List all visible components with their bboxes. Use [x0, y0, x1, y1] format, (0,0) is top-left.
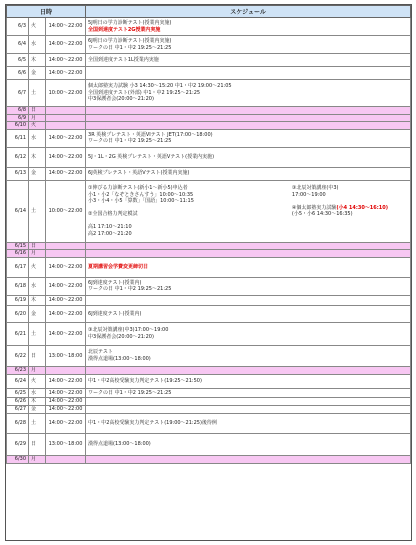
row-weekday: 火	[29, 257, 46, 277]
row-weekday: 火	[29, 122, 46, 130]
row-weekday: 日	[29, 107, 46, 115]
row-time	[46, 114, 86, 122]
row-date: 6/17	[7, 257, 29, 277]
row-date: 6/30	[7, 455, 29, 463]
row-weekday: 月	[29, 114, 46, 122]
row-time: 10:00～22:00	[46, 180, 86, 242]
schedule-row	[7, 322, 411, 345]
schedule-line: 全国到達度テスト1L授業内実施	[88, 56, 159, 63]
schedule-line: ④個太郎塾実力試験(小4 14:30～16:10)	[291, 204, 388, 211]
row-weekday: 土	[29, 180, 46, 242]
row-schedule	[86, 295, 411, 305]
row-weekday: 金	[29, 67, 46, 80]
row-weekday: 木	[29, 147, 46, 167]
row-weekday: 土	[29, 80, 46, 107]
schedule-line: 漢得点道場(13:00～18:00)	[88, 355, 151, 362]
row-date: 6/10	[7, 122, 29, 130]
schedule-row	[7, 388, 411, 397]
schedule-row	[7, 405, 411, 413]
row-weekday: 月	[29, 250, 46, 258]
row-date: 6/3	[7, 18, 29, 36]
row-weekday: 月	[29, 455, 46, 463]
row-weekday: 木	[29, 54, 46, 67]
row-schedule	[86, 388, 411, 397]
row-time	[46, 122, 86, 130]
row-time	[46, 250, 86, 258]
schedule-line: 小1・小2「なぞときさんすう」10:00～10:35	[88, 191, 194, 198]
schedule-line: 個太郎塾実力試験 小3 14:30～15:20 中1・中2 19:00～21:05	[88, 83, 232, 90]
row-weekday: 日	[29, 433, 46, 455]
row-time: 14:00～22:00	[46, 305, 86, 322]
row-weekday: 火	[29, 374, 46, 388]
schedule-line	[292, 198, 388, 205]
row-weekday: 木	[29, 397, 46, 405]
schedule-line: ③北辰対策講座(中3)	[291, 184, 339, 191]
row-schedule	[86, 277, 411, 295]
row-schedule	[86, 147, 411, 167]
row-schedule	[86, 405, 411, 413]
row-schedule	[86, 67, 411, 80]
schedule-line: ①伸びる力診断テスト(新小1～新小5)申込者	[88, 184, 188, 191]
schedule-line: 全国到達度テスト(外部) 中1・中2 19:25～21:25	[88, 89, 201, 96]
row-date: 6/26	[7, 397, 29, 405]
schedule-row	[7, 257, 411, 277]
row-weekday: 金	[29, 167, 46, 180]
schedule-row	[7, 413, 411, 433]
row-schedule	[86, 122, 411, 130]
row-weekday: 水	[29, 277, 46, 295]
row-schedule	[86, 366, 411, 374]
header-row	[7, 6, 411, 18]
row-time: 14:00～22:00	[46, 374, 86, 388]
row-date: 6/20	[7, 305, 29, 322]
schedule-row	[7, 167, 411, 180]
schedule-line: 中3保護者会(20:00～21:20)	[88, 333, 154, 340]
schedule-row	[7, 129, 411, 147]
row-schedule	[86, 129, 411, 147]
schedule-line: ワークの日 中1・中2 19:25～21:25	[88, 389, 172, 396]
row-time: 14:00～22:00	[46, 413, 86, 433]
header-date: 日時	[7, 6, 86, 18]
row-date: 6/22	[7, 345, 29, 366]
row-schedule	[86, 36, 411, 54]
row-schedule	[86, 413, 411, 433]
row-date: 6/6	[7, 67, 29, 80]
row-time	[46, 366, 86, 374]
row-date: 6/8	[7, 107, 29, 115]
row-date: 6/4	[7, 36, 29, 54]
schedule-line: 北辰テスト	[88, 349, 113, 356]
row-date: 6/27	[7, 405, 29, 413]
row-time: 10:00～22:00	[46, 80, 86, 107]
row-weekday: 金	[29, 305, 46, 322]
row-time	[46, 242, 86, 250]
row-time: 14:00～22:00	[46, 167, 86, 180]
schedule-row	[7, 36, 411, 54]
row-date: 6/12	[7, 147, 29, 167]
schedule-line: 中3保護者会(20:00～21:20)	[88, 96, 154, 103]
schedule-line: 漢得点道場(13:00～18:00)	[88, 441, 151, 448]
row-schedule	[86, 250, 411, 258]
schedule-line: 高2 17:00～21:20	[88, 231, 132, 238]
schedule-line: 小3・小4・小5「算数」「国語」10:00～11:15	[88, 198, 194, 205]
row-schedule	[86, 345, 411, 366]
row-time: 14:00～22:00	[46, 397, 86, 405]
row-schedule	[86, 397, 411, 405]
schedule-line: (小5・小6 14:30～16:35)	[291, 211, 353, 218]
schedule-line: ③北辰対策講座(中3)17:00～19:00	[88, 327, 169, 334]
row-time: 14:00～22:00	[46, 54, 86, 67]
schedule-line: 17:00～19:00	[291, 191, 326, 198]
schedule-row	[7, 67, 411, 80]
schedule-row	[7, 18, 411, 36]
schedule-row	[7, 295, 411, 305]
row-time	[46, 455, 86, 463]
row-weekday: 火	[29, 18, 46, 36]
row-weekday: 月	[29, 366, 46, 374]
schedule-row	[7, 305, 411, 322]
schedule-line: ワークの日 中1・中2 19:25～21:25	[88, 138, 172, 145]
schedule-row	[7, 366, 411, 374]
row-schedule	[86, 305, 411, 322]
schedule-row	[7, 122, 411, 130]
row-date: 6/7	[7, 80, 29, 107]
schedule-line: 全国到達度テスト2G授業内実施	[88, 26, 161, 33]
schedule-row	[7, 147, 411, 167]
schedule-line: ②全国合格力判定模試	[88, 211, 138, 218]
row-time: 14:00～22:00	[46, 277, 86, 295]
row-weekday: 水	[29, 36, 46, 54]
schedule-line: 高1 17:10～21:10	[88, 224, 132, 231]
row-time: 13:00～18:00	[46, 433, 86, 455]
row-date: 6/15	[7, 242, 29, 250]
row-date: 6/28	[7, 413, 29, 433]
row-date: 6/11	[7, 129, 29, 147]
row-schedule	[86, 18, 411, 36]
row-weekday: 金	[29, 405, 46, 413]
schedule-row	[7, 80, 411, 107]
schedule-row	[7, 345, 411, 366]
row-time: 14:00～22:00	[46, 67, 86, 80]
row-schedule	[86, 433, 411, 455]
schedule-row	[7, 374, 411, 388]
schedule-line: 夏期講習会学費変更締切日	[88, 264, 149, 271]
row-schedule	[86, 54, 411, 67]
row-date: 6/25	[7, 388, 29, 397]
schedule-line: 6J明日の学力診断テスト(授業内実施)	[88, 37, 172, 44]
schedule-line: ワークの日 中1・中2 19:25～21:25	[88, 44, 172, 51]
row-weekday: 木	[29, 295, 46, 305]
schedule-line: 5J・1L・2G 英検プレテスト・英語Vテスト(授業内実施)	[88, 153, 215, 160]
row-schedule	[86, 80, 411, 107]
row-time: 14:00～22:00	[46, 18, 86, 36]
row-time: 14:00～22:00	[46, 388, 86, 397]
schedule-row	[7, 242, 411, 250]
row-weekday: 日	[29, 345, 46, 366]
schedule-row	[7, 433, 411, 455]
schedule-line: 5J明日の学力診断テスト(授業内実施)	[88, 19, 172, 26]
row-schedule	[86, 242, 411, 250]
row-weekday: 日	[29, 242, 46, 250]
row-schedule	[86, 455, 411, 463]
row-time: 14:00～22:00	[46, 295, 86, 305]
row-schedule	[86, 257, 411, 277]
row-schedule	[86, 107, 411, 115]
row-time: 14:00～22:00	[46, 129, 86, 147]
schedule-row	[7, 277, 411, 295]
row-date: 6/19	[7, 295, 29, 305]
row-date: 6/5	[7, 54, 29, 67]
schedule-row	[7, 180, 411, 242]
schedule-line: 中1・中2高校受験実力判定テスト(19:25～21:50)	[88, 378, 202, 385]
row-date: 6/23	[7, 366, 29, 374]
row-weekday: 水	[29, 129, 46, 147]
schedule-row	[7, 397, 411, 405]
row-date: 6/21	[7, 322, 29, 345]
row-schedule	[86, 114, 411, 122]
schedule-line: 3R 英検プレテスト・英語VIテスト JET(17:00～18:00)	[88, 131, 213, 138]
schedule-row	[7, 54, 411, 67]
row-date: 6/13	[7, 167, 29, 180]
schedule-sheet	[5, 4, 412, 541]
row-time	[46, 107, 86, 115]
row-weekday: 土	[29, 322, 46, 345]
row-date: 6/29	[7, 433, 29, 455]
schedule-row	[7, 455, 411, 463]
row-date: 6/24	[7, 374, 29, 388]
row-time: 14:00～22:00	[46, 36, 86, 54]
row-schedule	[86, 374, 411, 388]
row-date: 6/16	[7, 250, 29, 258]
row-weekday: 土	[29, 413, 46, 433]
row-time: 14:00～22:00	[46, 257, 86, 277]
schedule-row	[7, 250, 411, 258]
schedule-line: 6J到達度テスト(授業内)	[88, 279, 142, 286]
row-schedule	[86, 167, 411, 180]
schedule-table	[6, 5, 411, 464]
row-date: 6/18	[7, 277, 29, 295]
row-time: 14:00～22:00	[46, 147, 86, 167]
row-weekday: 水	[29, 388, 46, 397]
row-schedule	[86, 322, 411, 345]
row-time: 13:00～18:00	[46, 345, 86, 366]
schedule-row	[7, 107, 411, 115]
row-date: 6/14	[7, 180, 29, 242]
schedule-line: 6J英検プレテスト・英語Vテスト(授業内実施)	[88, 170, 190, 177]
header-schedule: スケジュール	[86, 6, 411, 18]
schedule-line: 中1・中2高校受験実力判定テスト(19:00～21:25)後待例	[88, 420, 217, 427]
schedule-line: ワークの日 中1・中2 19:25～21:25	[88, 286, 172, 293]
schedule-row	[7, 114, 411, 122]
row-date: 6/9	[7, 114, 29, 122]
row-time: 14:00～22:00	[46, 405, 86, 413]
schedule-line: 6J到達度テスト(授業内)	[88, 310, 142, 317]
row-schedule	[86, 180, 411, 242]
row-time: 14:00～22:00	[46, 322, 86, 345]
schedule-body	[7, 18, 411, 464]
